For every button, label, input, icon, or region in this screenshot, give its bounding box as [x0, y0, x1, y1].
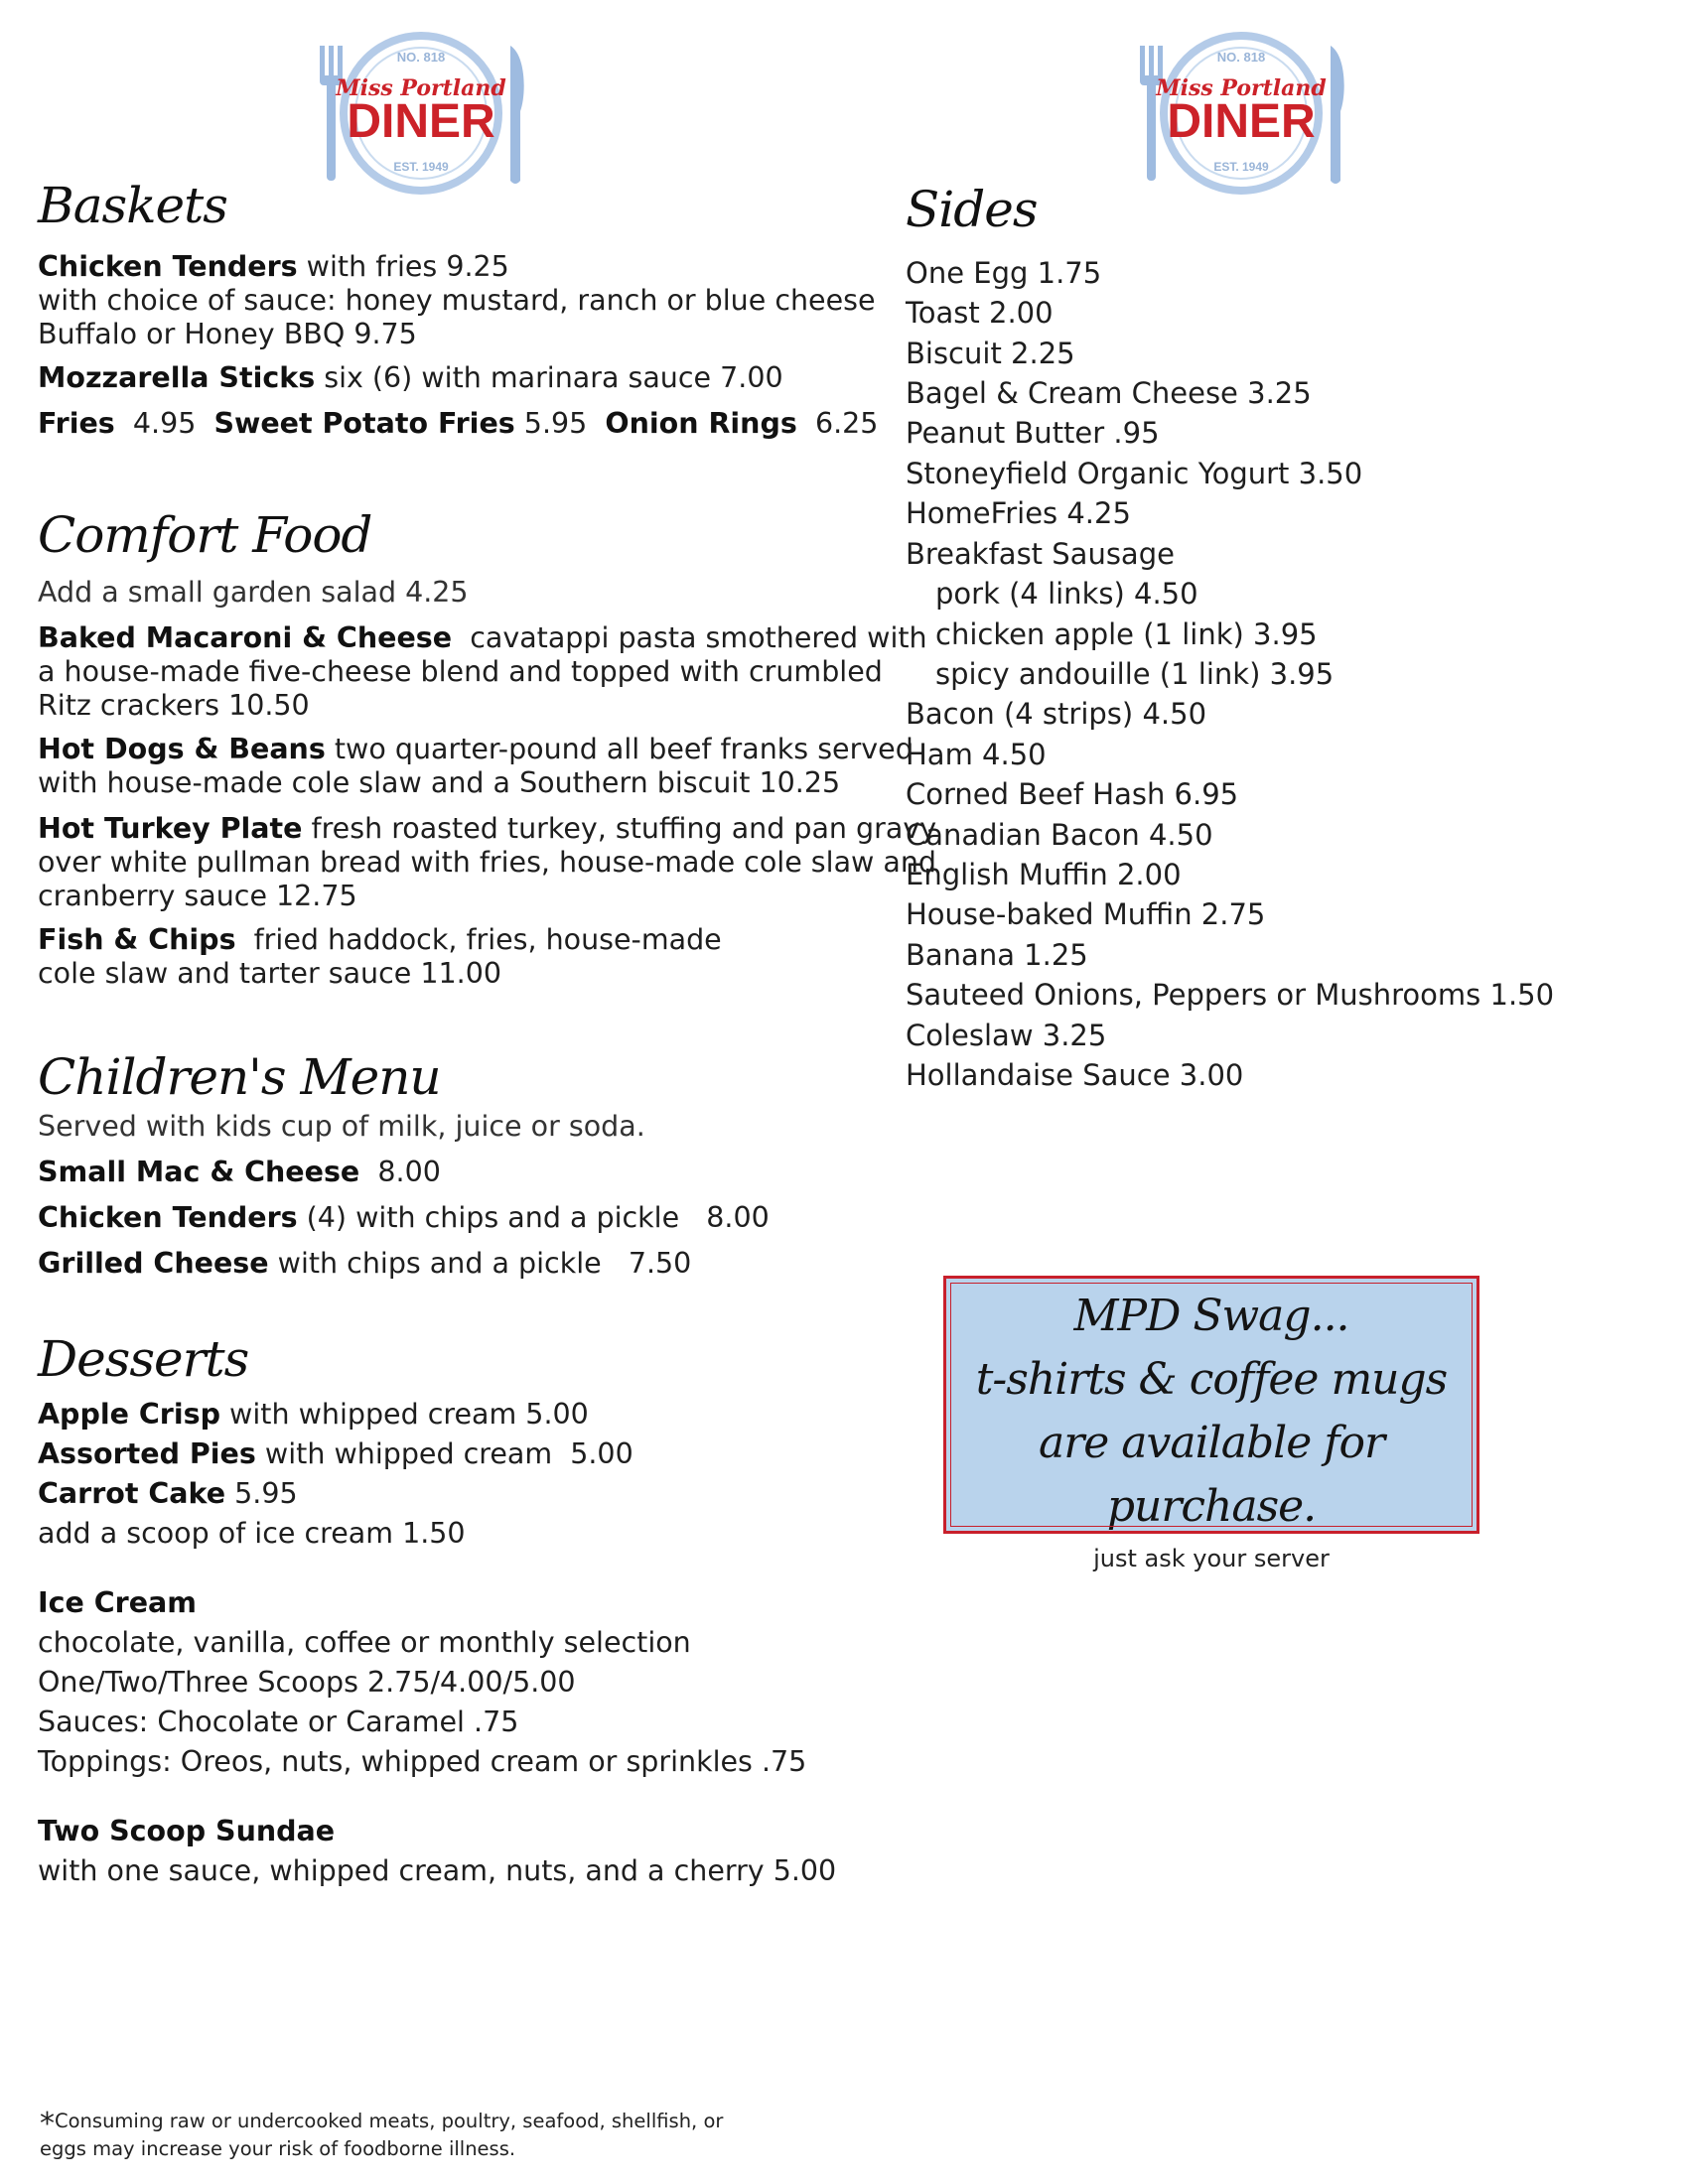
side-item: Sauteed Onions, Peppers or Mushrooms 1.50 [906, 978, 1555, 1012]
item-name: Fish & Chips [38, 923, 236, 956]
footnote-line: Consuming raw or undercooked meats, poultry, seafood, shellfish, or [55, 2110, 724, 2132]
item-name: Onion Rings [605, 407, 797, 440]
side-item: Bagel & Cream Cheese 3.25 [906, 376, 1312, 410]
item-desc: with fries 9.25 [297, 250, 509, 283]
logo-number: NO. 818 [1216, 50, 1266, 65]
desserts-heading: Desserts [38, 1330, 249, 1388]
item-name: Mozzarella Sticks [38, 361, 316, 394]
side-item: Peanut Butter .95 [906, 416, 1160, 450]
side-item: English Muffin 2.00 [906, 858, 1182, 891]
item-name: Carrot Cake [38, 1477, 226, 1510]
side-item: HomeFries 4.25 [906, 496, 1131, 530]
item-name: Small Mac & Cheese [38, 1156, 360, 1188]
item-desc: (4) with chips and a pickle 8.00 [297, 1201, 770, 1234]
item-desc: six (6) with marinara sauce 7.00 [315, 361, 783, 394]
logo-word: DINER [347, 95, 495, 148]
footnote-line: eggs may increase your risk of foodborne illness. [40, 2137, 516, 2160]
item-desc-line: Toppings: Oreos, nuts, whipped cream or sprinkles .75 [38, 1745, 807, 1778]
menu-item-baked-macaroni [38, 621, 927, 655]
item-desc-line: over white pullman bread with fries, house-made cole slaw and [38, 846, 937, 879]
item-desc: fresh roasted turkey, stuffing and pan gravy [302, 812, 937, 845]
swag-title: MPD Swag... [1073, 1291, 1349, 1341]
swag-line: are available for purchase. [1038, 1418, 1385, 1532]
side-item: Toast 2.00 [906, 296, 1054, 330]
item-name: Fries [38, 407, 115, 440]
side-item: Canadian Bacon 4.50 [906, 818, 1213, 852]
logo-word: DINER [1167, 95, 1316, 148]
side-item: Bacon (4 strips) 4.50 [906, 697, 1207, 731]
section-note: Add a small garden salad 4.25 [38, 576, 469, 609]
section-note: Served with kids cup of milk, juice or soda. [38, 1110, 645, 1143]
diner-logo-right [1136, 26, 1354, 195]
menu-item-fish-chips [38, 923, 722, 957]
diner-logo-icon [1136, 26, 1354, 195]
menu-item-hot-turkey [38, 812, 936, 846]
item-price: 6.25 [796, 407, 879, 440]
menu-item-chicken-tenders [38, 250, 509, 284]
swag-subtext: just ask your server [1093, 1545, 1330, 1572]
item-name: Hot Dogs & Beans [38, 733, 326, 765]
baskets-heading: Baskets [38, 177, 227, 234]
logo-est: EST. 1949 [1213, 160, 1269, 174]
menu-item-fries-row [38, 407, 878, 441]
item-price: 4.95 [114, 407, 214, 440]
item-desc-line: Ritz crackers 10.50 [38, 689, 310, 722]
item-desc: 5.95 [225, 1477, 298, 1510]
menu-item-assorted-pies [38, 1437, 633, 1471]
item-desc: cavatappi pasta smothered with [452, 621, 927, 654]
item-desc: two quarter-pound all beef franks served [325, 733, 914, 765]
item-desc-line: with house-made cole slaw and a Southern biscuit 10.25 [38, 766, 841, 799]
diner-logo-icon [316, 26, 534, 195]
item-desc-line: cranberry sauce 12.75 [38, 880, 357, 912]
menu-item-small-mac [38, 1156, 441, 1189]
item-desc-line: add a scoop of ice cream 1.50 [38, 1517, 466, 1550]
swag-line: t-shirts & coffee mugs [975, 1354, 1448, 1405]
item-desc-line: chocolate, vanilla, coffee or monthly selection [38, 1626, 691, 1659]
item-desc-line: with one sauce, whipped cream, nuts, and a cherry 5.00 [38, 1854, 837, 1887]
menu-item-two-scoop-sundae: Two Scoop Sundae [38, 1815, 336, 1847]
sides-heading: Sides [906, 181, 1038, 238]
side-item: One Egg 1.75 [906, 256, 1102, 290]
menu-item-mozzarella-sticks [38, 361, 783, 395]
side-subitem: pork (4 links) 4.50 [935, 577, 1198, 611]
item-name: Grilled Cheese [38, 1247, 269, 1280]
logo-est: EST. 1949 [393, 160, 449, 174]
menu-item-hot-dogs [38, 733, 914, 766]
side-item: Corned Beef Hash 6.95 [906, 777, 1239, 811]
childrens-menu-heading: Children's Menu [38, 1048, 441, 1106]
menu-item-carrot-cake [38, 1477, 298, 1511]
menu-item-apple-crisp [38, 1398, 589, 1432]
side-item: Breakfast Sausage [906, 537, 1175, 571]
side-item: House-baked Muffin 2.75 [906, 897, 1266, 931]
item-desc-line: Sauces: Chocolate or Caramel .75 [38, 1706, 519, 1738]
logo-number: NO. 818 [396, 50, 446, 65]
item-desc: with chips and a pickle 7.50 [268, 1247, 692, 1280]
item-name: Chicken Tenders [38, 1201, 298, 1234]
item-desc-line: cole slaw and tarter sauce 11.00 [38, 957, 501, 990]
item-desc: fried haddock, fries, house-made [235, 923, 722, 956]
item-name: Sweet Potato Fries [213, 407, 515, 440]
item-desc-line: Buffalo or Honey BBQ 9.75 [38, 318, 417, 350]
menu-item-kids-tenders [38, 1201, 770, 1235]
diner-logo-left [316, 26, 534, 195]
swag-promo-box [943, 1276, 1479, 1572]
side-subitem: chicken apple (1 link) 3.95 [935, 617, 1318, 651]
item-desc-line: One/Two/Three Scoops 2.75/4.00/5.00 [38, 1666, 576, 1699]
side-item: Biscuit 2.25 [906, 337, 1075, 370]
side-subitem: spicy andouille (1 link) 3.95 [935, 657, 1335, 691]
foodborne-illness-footnote [40, 2109, 774, 2161]
comfort-food-heading: Comfort Food [38, 506, 372, 564]
menu-item-ice-cream: Ice Cream [38, 1586, 197, 1619]
side-item: Ham 4.50 [906, 738, 1047, 771]
item-name: Hot Turkey Plate [38, 812, 303, 845]
item-name: Assorted Pies [38, 1437, 256, 1470]
side-item: Stoneyfield Organic Yogurt 3.50 [906, 457, 1363, 490]
item-name: Chicken Tenders [38, 250, 298, 283]
side-item: Coleslaw 3.25 [906, 1019, 1107, 1052]
item-price: 5.95 [514, 407, 606, 440]
item-name: Apple Crisp [38, 1398, 220, 1431]
footnote-asterisk: * [40, 2107, 55, 2141]
item-desc-line: a house-made five-cheese blend and topped with crumbled [38, 655, 883, 688]
item-desc-line: with choice of sauce: honey mustard, ranch or blue cheese [38, 284, 876, 317]
logo-script: Miss Portland [336, 75, 506, 101]
item-desc: 8.00 [359, 1156, 441, 1188]
side-item: Hollandaise Sauce 3.00 [906, 1058, 1244, 1092]
side-item: Banana 1.25 [906, 938, 1088, 972]
menu-item-grilled-cheese [38, 1247, 691, 1281]
logo-script: Miss Portland [1156, 75, 1327, 101]
item-desc: with whipped cream 5.00 [255, 1437, 633, 1470]
item-desc: with whipped cream 5.00 [219, 1398, 589, 1431]
item-name: Baked Macaroni & Cheese [38, 621, 453, 654]
